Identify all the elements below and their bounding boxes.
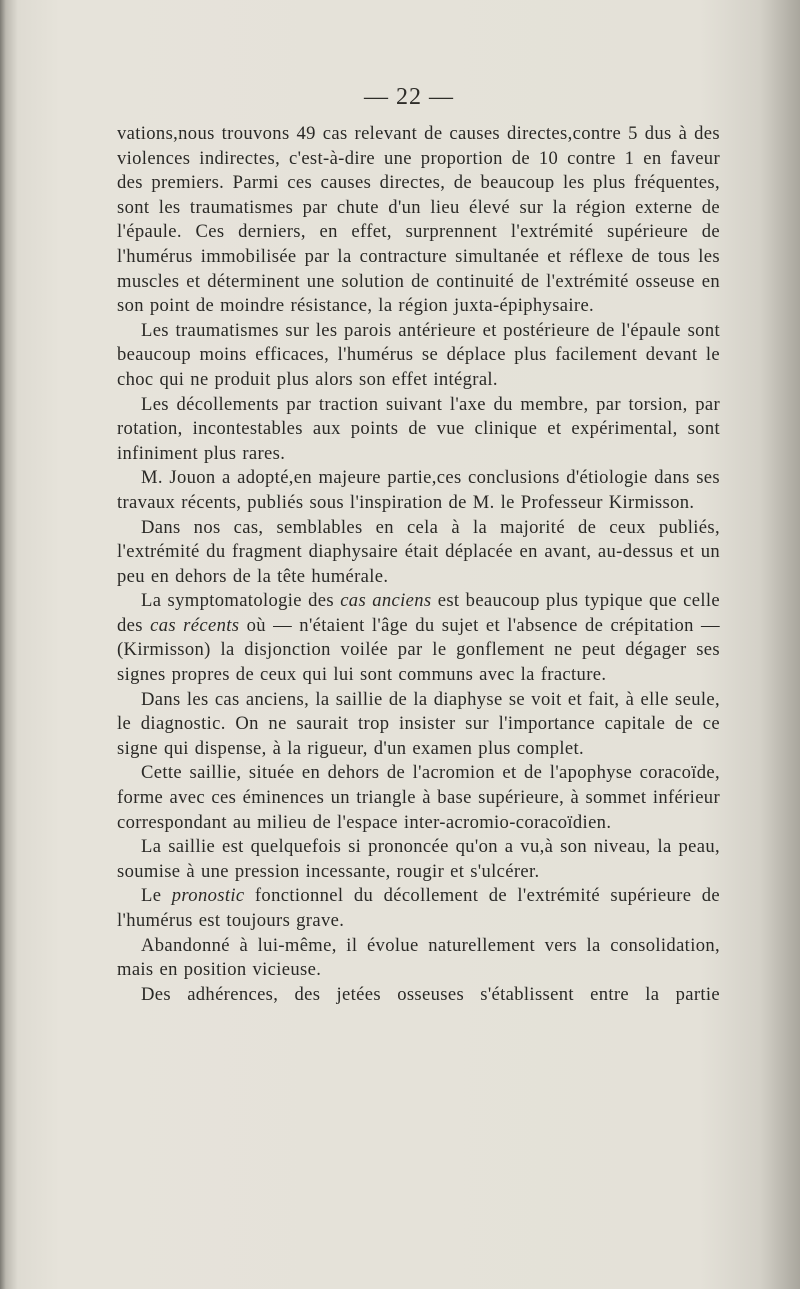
text-segment: où — n'étaient l'âge du sujet et l'absence de crépitation — (Kirmisson) la disjonction voilée par le gonflement ne peut dégager ses signes propres de ceux qui lui sont communs avec la fracture. (117, 614, 720, 686)
paragraph-nos-cas: Dans nos cas, semblables en cela à la majorité de ceux publiés, l'extrémité du fragment diaphysaire était déplacée en avant, au-dessus et un peu en dehors de la tête humérale. (117, 516, 720, 587)
text-segment: La symptomatologie des (141, 590, 341, 612)
emphasis-cas-recents: cas récents (150, 614, 240, 636)
paragraph-saillie-situee: Cette saillie, située en dehors de l'acromion et de l'apophyse coracoïde, forme avec ces éminences un triangle à base supérieure, à sommet inférieur correspondant au milieu de l'espace inter-acromio-coracoïdien. (117, 762, 720, 833)
paragraph-abandonne: Abandonné à lui-même, il évolue naturellement vers la consolidation, mais en position vicieuse. (117, 934, 720, 981)
text-segment: Le (141, 885, 172, 907)
paragraph-cas-anciens-diagnostic: Dans les cas anciens, la saillie de la diaphyse se voit et fait, à elle seule, le diagnostic. On ne saurait trop insister sur l'importance capitale de ce signe qui dispense, à la rigueur, d'un examen plus complet. (117, 688, 720, 759)
emphasis-cas-anciens: cas anciens (340, 590, 432, 612)
paragraph-adherences: Des adhérences, des jetées osseuses s'établissent entre la partie (141, 983, 720, 1005)
paragraph-traumatismes-parois: Les traumatismes sur les parois antérieure et postérieure de l'épaule sont beaucoup moins efficaces, l'humérus se déplace plus facilement devant le choc qui ne produit plus alors son effet intégral. (117, 319, 720, 390)
paragraph-decollements-traction: Les décollements par traction suivant l'axe du membre, par torsion, par rotation, incontestables aux points de vue clinique et expérimental, sont infiniment plus rares. (117, 393, 720, 464)
text-segment: fonctionnel du décollement de l'extrémité supérieure de l'humérus est toujours grave. (117, 885, 720, 931)
text-segment: est beaucoup plus typique que celle des (117, 590, 720, 636)
paragraph-symptomatologie (117, 589, 720, 687)
paragraph-pronostic (117, 884, 720, 933)
body-text (117, 122, 720, 1007)
emphasis-pronostic: pronostic (171, 885, 245, 907)
paragraph-jouon-conclusions: M. Jouon a adopté,en majeure partie,ces conclusions d'étiologie dans ses travaux récents, publiés sous l'inspiration de M. le Professeur Kirmisson. (117, 467, 720, 513)
page-number: — 22 — (364, 84, 454, 110)
paragraph-saillie-prononcee: La saillie est quelquefois si prononcée qu'on a vu,à son niveau, la peau, soumise à une pression incessante, rougir et s'ulcérer. (117, 836, 720, 882)
paragraph-etiology-causes: vations,nous trouvons 49 cas relevant de causes directes,contre 5 dus à des violences indirectes, c'est-à-dire une proportion de 10 contre 1 en faveur des premiers. Parmi ces causes directes, de beaucoup les plus fréquentes, sont les traumatismes par chute d'un lieu élevé sur la région externe de l'épaule. Ces derniers, en effet, surprennent l'extrémité supérieure de l'humérus immobilisée par la contracture simultanée et réflexe de tous les muscles et déterminent une solution de continuité de l'extrémité osseuse en son point de moindre résistance, la région juxta-épiphysaire. (117, 123, 720, 317)
